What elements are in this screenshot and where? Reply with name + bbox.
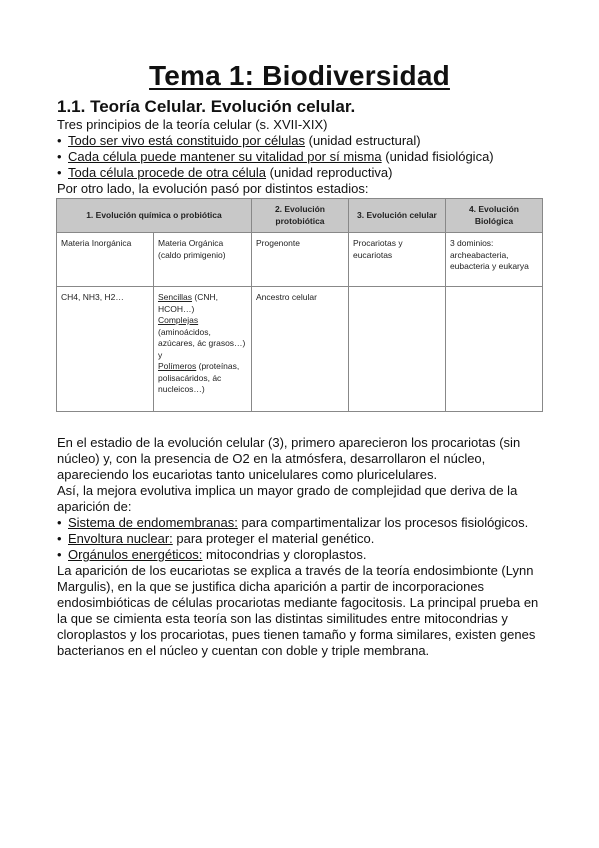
principle-rest: (unidad fisiológica) bbox=[381, 149, 494, 164]
feature-underlined: Envoltura nuclear: bbox=[68, 531, 173, 546]
table-header-cell: 3. Evolución celular bbox=[348, 199, 445, 233]
principle-rest: (unidad estructural) bbox=[305, 133, 421, 148]
feature-underlined: Orgánulos energéticos: bbox=[68, 547, 203, 562]
bullet-icon: • bbox=[57, 165, 62, 180]
feature-item bbox=[57, 515, 547, 531]
evolution-intro: Por otro lado, la evolución pasó por distintos estadios: bbox=[57, 181, 369, 196]
table-cell-organic-detail bbox=[153, 287, 251, 412]
cell-text: (aminoácidos, azúcares, ác grasos…) y bbox=[157, 326, 246, 360]
cell-underlined: Polímeros bbox=[157, 361, 197, 371]
table-cell: Progenonte bbox=[251, 233, 348, 287]
evolution-explanation-block bbox=[57, 435, 547, 659]
cell-text: (CNH, HCOH…) bbox=[157, 292, 218, 314]
principle-item bbox=[57, 133, 547, 149]
bullet-icon: • bbox=[57, 149, 62, 164]
table-cell: Ancestro celular bbox=[251, 287, 348, 412]
principle-rest: (unidad reproductiva) bbox=[266, 165, 393, 180]
section-heading: 1.1. Teoría Celular. Evolución celular. bbox=[57, 97, 356, 116]
cell-underlined: Complejas bbox=[157, 315, 199, 325]
paragraph: En el estadio de la evolución celular (3), primero aparecieron los procariotas (sin núcleo) y, con la presencia de O2 en la atmósfera, desarrollaron el núcleo, apareciendo los eucariotas tanto unicelulares como pluricelulares. bbox=[57, 435, 521, 482]
table-header-row bbox=[57, 199, 543, 233]
bullet-icon: • bbox=[57, 133, 62, 148]
principle-underlined: Todo ser vivo está constituido por células bbox=[68, 133, 306, 148]
bullet-icon: • bbox=[57, 515, 62, 530]
feature-rest: mitocondrias y cloroplastos. bbox=[202, 547, 367, 562]
feature-rest: para compartimentalizar los procesos fisiológicos. bbox=[237, 515, 529, 530]
table-header-cell: 1. Evolución química o probiótica bbox=[57, 199, 252, 233]
principle-underlined: Cada célula puede mantener su vitalidad por sí misma bbox=[68, 149, 382, 164]
feature-rest: para proteger el material genético. bbox=[172, 531, 375, 546]
cell-underlined: Sencillas bbox=[157, 292, 193, 302]
cell-theory-block bbox=[57, 117, 547, 197]
table-cell: Materia Orgánica (caldo primigenio) bbox=[153, 233, 251, 287]
table-header-cell: 2. Evolución protobiótica bbox=[251, 199, 348, 233]
principle-underlined: Toda célula procede de otra célula bbox=[68, 165, 267, 180]
table-row bbox=[57, 233, 543, 287]
principle-item bbox=[57, 149, 547, 165]
table-cell bbox=[348, 287, 445, 412]
cell-text: (proteínas, polisacáridos, ác nucleicos…) bbox=[157, 361, 240, 394]
intro-text: Tres principios de la teoría celular (s. XVII-XIX) bbox=[57, 117, 328, 132]
feature-item bbox=[57, 531, 547, 547]
evolution-table bbox=[56, 198, 543, 412]
feature-item bbox=[57, 547, 547, 563]
paragraph: Así, la mejora evolutiva implica un mayor grado de complejidad que deriva de la aparición de: bbox=[57, 483, 518, 514]
bullet-icon: • bbox=[57, 547, 62, 562]
table-cell: CH4, NH3, H2… bbox=[57, 287, 154, 412]
principle-item bbox=[57, 165, 547, 181]
table-row bbox=[57, 287, 543, 412]
feature-underlined: Sistema de endomembranas: bbox=[68, 515, 238, 530]
table-cell: Materia Inorgánica bbox=[57, 233, 154, 287]
table-cell bbox=[445, 287, 542, 412]
table-cell: 3 dominios: archeabacteria, eubacteria y eukarya bbox=[445, 233, 542, 287]
page-title: Tema 1: Biodiversidad bbox=[149, 60, 450, 91]
bullet-icon: • bbox=[57, 531, 62, 546]
table-header-cell: 4. Evolución Biológica bbox=[445, 199, 542, 233]
table-cell: Procariotas y eucariotas bbox=[348, 233, 445, 287]
paragraph: La aparición de los eucariotas se explica a través de la teoría endosimbionte (Lynn Margulis), en la que se justifica dicha aparición a partir de incorporaciones endosimbióticas de células procariotas mediante fagocitosis. La principal prueba en la que se cimienta esta teoría son las distintas similitudes entre mitocondrias y cloroplastos y los procariotas, pues tienen tamaño y forma similares, existen genes bacterianos en el núcleo y cuentan con doble y triple membrana. bbox=[57, 563, 539, 658]
